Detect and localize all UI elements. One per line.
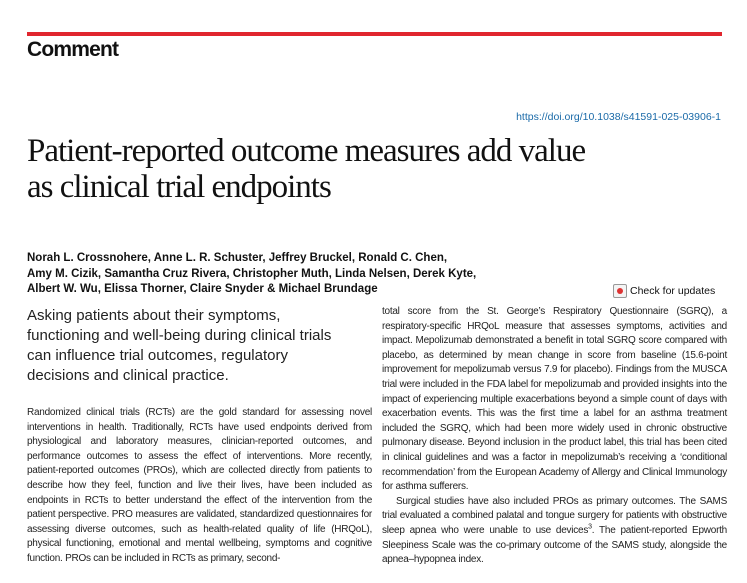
body-column-left <box>27 406 372 567</box>
body-paragraph-right-1: total score from the St. George’s Respiratory Questionnaire (SGRQ), a respiratory-specific HRQoL measure that assesses symptoms, activities and impact. Mepolizumab demonstrated a benefit in total SGRQ score compared with placebo, as determined by mean change in score from baseline (15.6-point improvement for mepolizumab versus 7.9 for placebo). Findings from the MUSCA trial were included in the FDA label for mepolizumab and provided insights into the impact of experiencing multiple exacerbations beyond a simple count of days with exacerbation events. This was the first time a label for an asthma treatment included the SGRQ, which had been more widely used in chronic obstructive pulmonary disease. Beyond inclusion in the product label, this trial has been cited in clinical guidelines and was a factor in mepolizumab’s receiving a ‘conditional recommendation’ from the European Academy of Allergy and Clinical Immunology for asthma sufferers. <box>382 306 727 493</box>
standfirst: Asking patients about their symptoms, functioning and well-being during clinical trials can influence trial outcomes, regulatory decisions and clinical practice. <box>27 307 332 384</box>
authors-line-3: Albert W. Wu, Elissa Thorner, Claire Snyder & Michael Brundage <box>27 283 378 295</box>
body-column-right <box>382 305 727 568</box>
title-line-2: as clinical trial endpoints <box>27 169 331 205</box>
reference-3[interactable]: 3 <box>588 523 592 531</box>
check-updates-icon <box>613 284 627 298</box>
check-updates-label: Check for updates <box>630 285 716 297</box>
authors-line-1: Norah L. Crossnohere, Anne L. R. Schuster, Jeffrey Bruckel, Ronald C. Chen, <box>27 252 448 264</box>
section-label: Comment <box>27 38 119 61</box>
para2-text-end: . The patient-reported Epworth Sleepiness Scale was the co-primary outcome of the SAMS study, alongside the apnea–hypopnea index. <box>382 524 727 566</box>
accent-bar <box>27 32 722 36</box>
article-title <box>27 133 727 205</box>
body-paragraph-right-2 <box>382 495 727 568</box>
author-list <box>27 251 567 298</box>
doi-link[interactable]: https://doi.org/10.1038/s41591-025-03906-1 <box>516 111 721 123</box>
authors-line-2: Amy M. Cizik, Samantha Cruz Rivera, Christopher Muth, Linda Nelsen, Derek Kyte, <box>27 267 477 280</box>
body-paragraph-left: Randomized clinical trials (RCTs) are the gold standard for assessing novel interventions in health. Traditionally, RCTs have used endpoints derived from physiological and laboratory measures, clinician-reported outcomes, and performance outcomes to assess the effect of interventions. More recently, patient-reported outcomes (PROs), which are collected directly from patients to describe how they feel, function and live their lives, have been included as endpoints in RCTs to better understand the effect of the intervention from the patient perspective. PRO measures are validated, standardized questionnaires for assessing diverse outcomes, such as health-related quality of life (HRQoL), physical functioning, emotional and mental wellbeing, symptoms and cognitive function. PROs can be included in RCTs as primary, second- <box>27 407 372 564</box>
para2-text: Surgical studies have also included PROs as primary outcomes. The SAMS trial evaluated a combined palatal and tongue surgery for patients with obstructive sleep apnea who were unable to use devices <box>382 495 727 536</box>
check-for-updates-button[interactable] <box>613 284 715 298</box>
title-line-1: Patient-reported outcome measures add value <box>27 133 586 169</box>
